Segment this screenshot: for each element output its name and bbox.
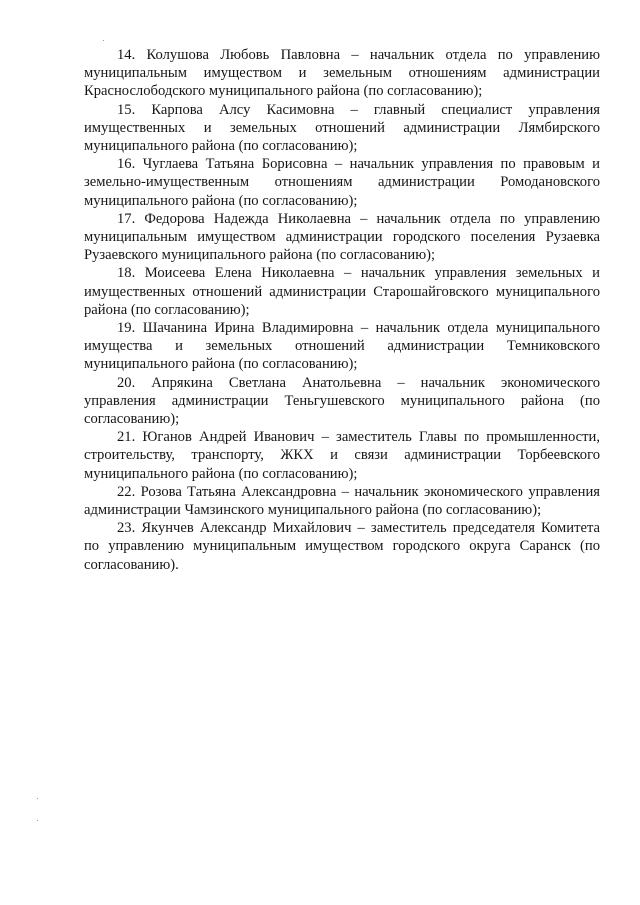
scan-speck xyxy=(103,40,104,41)
list-item: 20. Апрякина Светлана Анатольевна – начальник экономического управления администрации Теньгушевского муниципального района (по согласованию); xyxy=(84,374,600,428)
commission-member-list xyxy=(84,46,600,574)
list-item: 14. Колушова Любовь Павловна – начальник отдела по управлению муниципальным имуществом и земельным отношениям администрации Краснослободского муниципального района (по согласованию); xyxy=(84,47,600,100)
scan-speck xyxy=(37,798,38,799)
list-item: 23. Якунчев Александр Михайлович – заместитель председателя Комитета по управлению муниципальным имуществом городского округа Саранск (по согласованию). xyxy=(84,520,600,573)
list-item: 16. Чуглаева Татьяна Борисовна – начальник управления по правовым и земельно-имущественным отношениям администрации Ромодановского муниципального района (по согласованию); xyxy=(84,156,600,209)
list-item: 18. Моисеева Елена Николаевна – начальник управления земельных и имущественных отношений администрации Старошайговского муниципального района (по согласованию); xyxy=(84,265,600,318)
list-item: 19. Шачанина Ирина Владимировна – начальник отдела муниципального имущества и земельных отношений администрации Темниковского муниципального района (по согласованию); xyxy=(84,320,600,373)
list-item: 15. Карпова Алсу Касимовна – главный специалист управления имущественных и земельных отношений администрации Лямбирского муниципального района (по согласованию); xyxy=(84,101,600,155)
list-item: 17. Федорова Надежда Николаевна – начальник отдела по управлению муниципальным имуществом администрации городского поселения Рузаевка Рузаевского муниципального района (по согласованию); xyxy=(84,210,600,264)
scan-speck xyxy=(37,820,38,821)
list-item: 21. Юганов Андрей Иванович – заместитель Главы по промышленности, строительству, транспорту, ЖКХ и связи администрации Торбеевского муниципального района (по согласованию); xyxy=(84,429,600,482)
list-item: 22. Розова Татьяна Александровна – начальник экономического управления администрации Чамзинского муниципального района (по согласованию); xyxy=(84,483,600,519)
